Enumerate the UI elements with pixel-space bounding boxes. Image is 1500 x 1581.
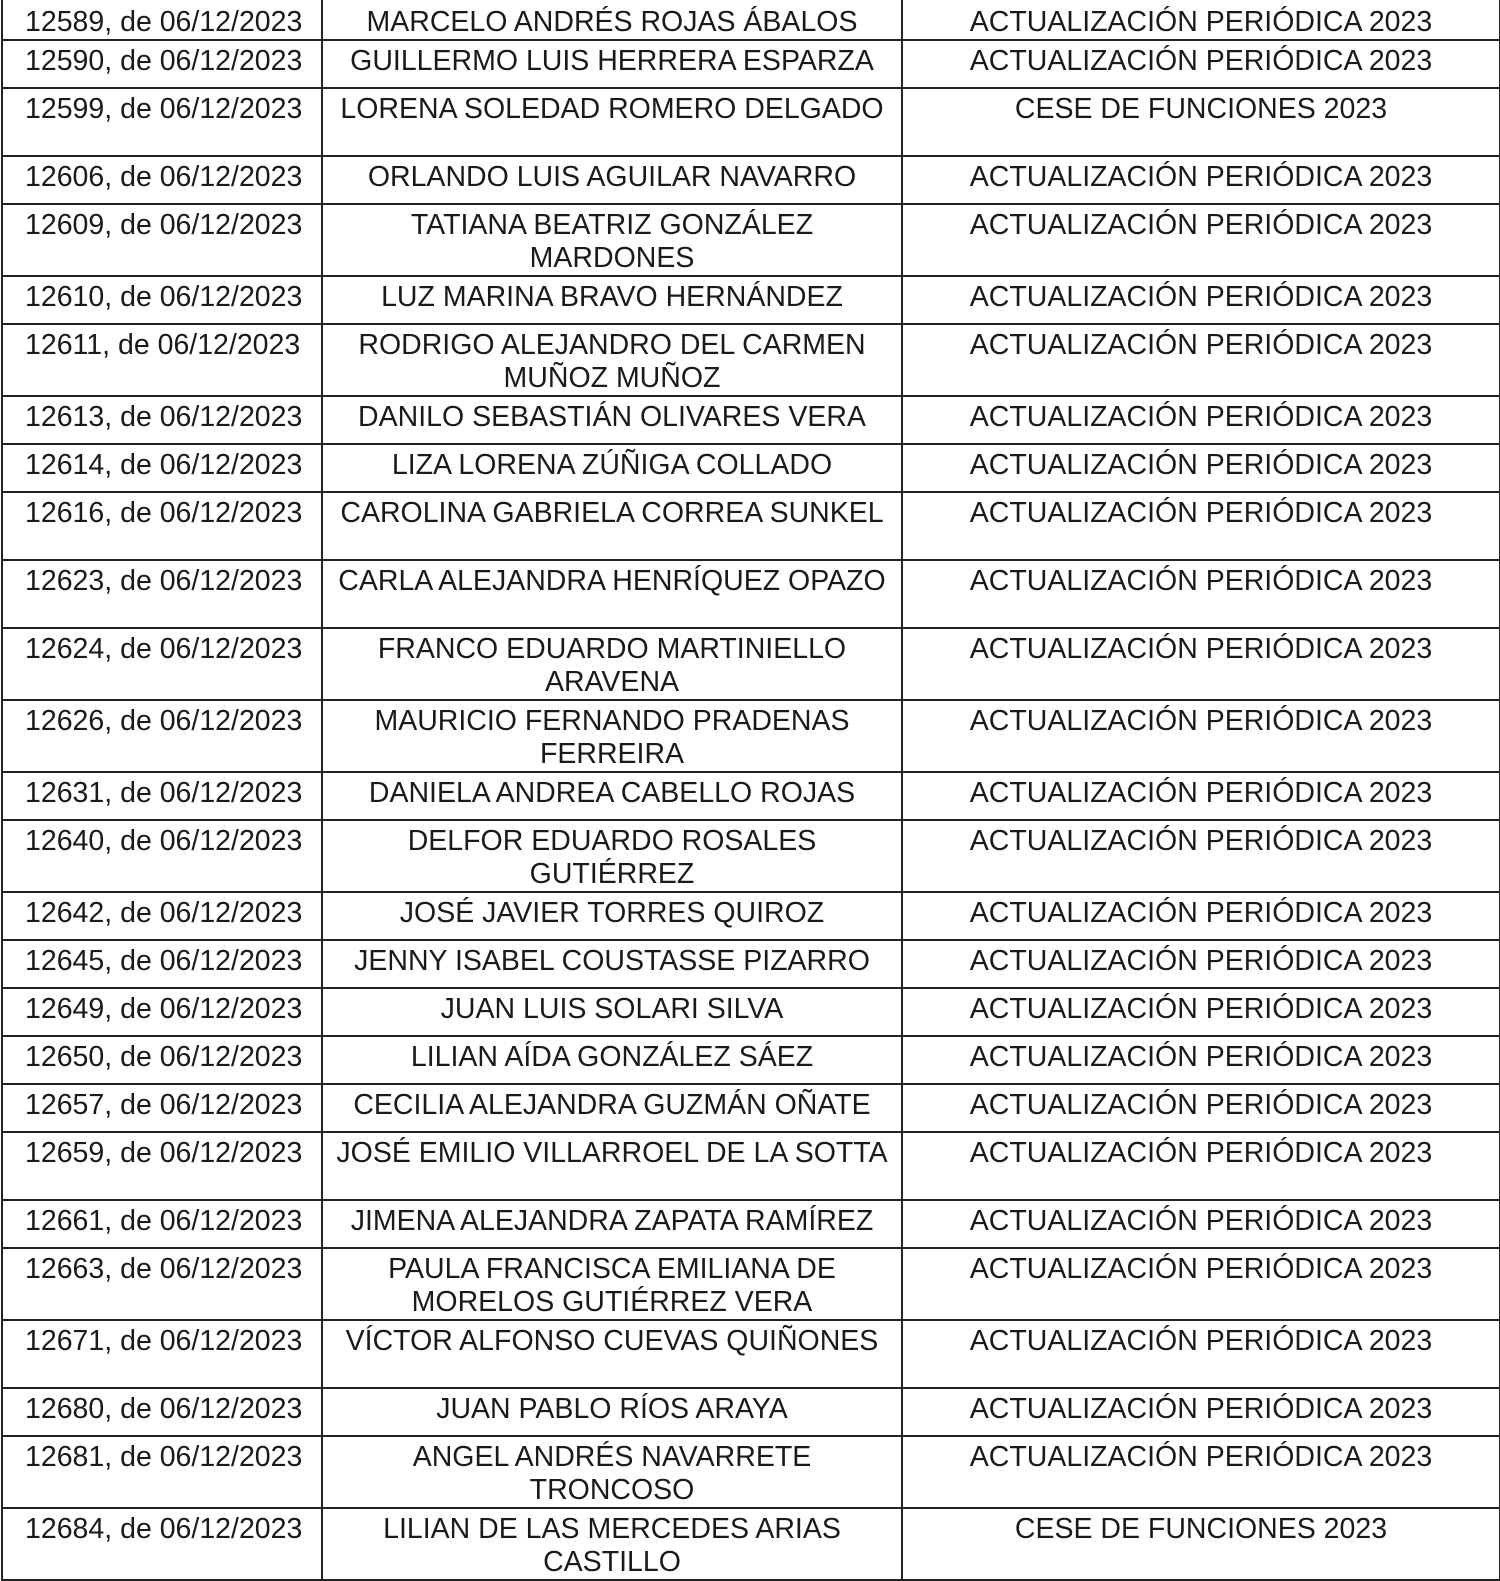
resolutions-table bbox=[1, 0, 1500, 1581]
name-cell: PAULA FRANCISCA EMILIANA DE MORELOS GUTIÉRREZ VERA bbox=[322, 1248, 902, 1320]
name-cell: MAURICIO FERNANDO PRADENAS FERREIRA bbox=[322, 700, 902, 772]
name-cell: LUZ MARINA BRAVO HERNÁNDEZ bbox=[322, 276, 902, 324]
table-row bbox=[2, 700, 1500, 772]
table-row bbox=[2, 396, 1500, 444]
resolution-cell: 12649, de 06/12/2023 bbox=[2, 988, 322, 1036]
motive-cell: ACTUALIZACIÓN PERIÓDICA 2023 bbox=[902, 560, 1500, 628]
motive-cell: ACTUALIZACIÓN PERIÓDICA 2023 bbox=[902, 1388, 1500, 1436]
motive-cell: ACTUALIZACIÓN PERIÓDICA 2023 bbox=[902, 1248, 1500, 1320]
motive-cell: CESE DE FUNCIONES 2023 bbox=[902, 88, 1500, 156]
resolution-cell: 12642, de 06/12/2023 bbox=[2, 892, 322, 940]
resolution-cell: 12624, de 06/12/2023 bbox=[2, 628, 322, 700]
name-cell: JOSÉ JAVIER TORRES QUIROZ bbox=[322, 892, 902, 940]
name-cell: JENNY ISABEL COUSTASSE PIZARRO bbox=[322, 940, 902, 988]
name-cell: JUAN PABLO RÍOS ARAYA bbox=[322, 1388, 902, 1436]
motive-cell: CESE DE FUNCIONES 2023 bbox=[902, 1508, 1500, 1580]
motive-cell: ACTUALIZACIÓN PERIÓDICA 2023 bbox=[902, 492, 1500, 560]
table-row bbox=[2, 1508, 1500, 1580]
name-cell: CECILIA ALEJANDRA GUZMÁN OÑATE bbox=[322, 1084, 902, 1132]
motive-cell: ACTUALIZACIÓN PERIÓDICA 2023 bbox=[902, 1084, 1500, 1132]
resolution-cell: 12614, de 06/12/2023 bbox=[2, 444, 322, 492]
motive-cell: ACTUALIZACIÓN PERIÓDICA 2023 bbox=[902, 940, 1500, 988]
table-row bbox=[2, 1200, 1500, 1248]
table-row bbox=[2, 940, 1500, 988]
table-row bbox=[2, 444, 1500, 492]
motive-cell: ACTUALIZACIÓN PERIÓDICA 2023 bbox=[902, 1436, 1500, 1508]
motive-cell: ACTUALIZACIÓN PERIÓDICA 2023 bbox=[902, 628, 1500, 700]
table-row bbox=[2, 276, 1500, 324]
name-cell: ANGEL ANDRÉS NAVARRETE TRONCOSO bbox=[322, 1436, 902, 1508]
table-row bbox=[2, 1436, 1500, 1508]
resolution-cell: 12623, de 06/12/2023 bbox=[2, 560, 322, 628]
table-row bbox=[2, 1036, 1500, 1084]
name-cell: DANILO SEBASTIÁN OLIVARES VERA bbox=[322, 396, 902, 444]
motive-cell: ACTUALIZACIÓN PERIÓDICA 2023 bbox=[902, 324, 1500, 396]
table-row bbox=[2, 892, 1500, 940]
table-row bbox=[2, 1320, 1500, 1388]
name-cell: LIZA LORENA ZÚÑIGA COLLADO bbox=[322, 444, 902, 492]
resolution-cell: 12680, de 06/12/2023 bbox=[2, 1388, 322, 1436]
resolution-cell: 12640, de 06/12/2023 bbox=[2, 820, 322, 892]
motive-cell: ACTUALIZACIÓN PERIÓDICA 2023 bbox=[902, 40, 1500, 88]
name-cell: LILIAN DE LAS MERCEDES ARIAS CASTILLO bbox=[322, 1508, 902, 1580]
resolution-cell: 12631, de 06/12/2023 bbox=[2, 772, 322, 820]
motive-cell: ACTUALIZACIÓN PERIÓDICA 2023 bbox=[902, 1132, 1500, 1200]
motive-cell: ACTUALIZACIÓN PERIÓDICA 2023 bbox=[902, 444, 1500, 492]
motive-cell: ACTUALIZACIÓN PERIÓDICA 2023 bbox=[902, 276, 1500, 324]
table-row bbox=[2, 1132, 1500, 1200]
name-cell: GUILLERMO LUIS HERRERA ESPARZA bbox=[322, 40, 902, 88]
table-row bbox=[2, 88, 1500, 156]
name-cell: DANIELA ANDREA CABELLO ROJAS bbox=[322, 772, 902, 820]
table-row bbox=[2, 628, 1500, 700]
resolution-cell: 12661, de 06/12/2023 bbox=[2, 1200, 322, 1248]
name-cell: RODRIGO ALEJANDRO DEL CARMEN MUÑOZ MUÑOZ bbox=[322, 324, 902, 396]
resolution-cell: 12611, de 06/12/2023 bbox=[2, 324, 322, 396]
name-cell: LILIAN AÍDA GONZÁLEZ SÁEZ bbox=[322, 1036, 902, 1084]
table-row bbox=[2, 324, 1500, 396]
table-row bbox=[2, 772, 1500, 820]
resolution-cell: 12659, de 06/12/2023 bbox=[2, 1132, 322, 1200]
name-cell: MARCELO ANDRÉS ROJAS ÁBALOS bbox=[322, 0, 902, 40]
name-cell: DELFOR EDUARDO ROSALES GUTIÉRREZ bbox=[322, 820, 902, 892]
motive-cell: ACTUALIZACIÓN PERIÓDICA 2023 bbox=[902, 700, 1500, 772]
name-cell: CAROLINA GABRIELA CORREA SUNKEL bbox=[322, 492, 902, 560]
name-cell: VÍCTOR ALFONSO CUEVAS QUIÑONES bbox=[322, 1320, 902, 1388]
motive-cell: ACTUALIZACIÓN PERIÓDICA 2023 bbox=[902, 892, 1500, 940]
resolution-cell: 12657, de 06/12/2023 bbox=[2, 1084, 322, 1132]
name-cell: JOSÉ EMILIO VILLARROEL DE LA SOTTA bbox=[322, 1132, 902, 1200]
name-cell: CARLA ALEJANDRA HENRÍQUEZ OPAZO bbox=[322, 560, 902, 628]
resolution-cell: 12609, de 06/12/2023 bbox=[2, 204, 322, 276]
table-row bbox=[2, 1248, 1500, 1320]
resolution-cell: 12610, de 06/12/2023 bbox=[2, 276, 322, 324]
resolution-cell: 12684, de 06/12/2023 bbox=[2, 1508, 322, 1580]
resolution-cell: 12590, de 06/12/2023 bbox=[2, 40, 322, 88]
name-cell: TATIANA BEATRIZ GONZÁLEZ MARDONES bbox=[322, 204, 902, 276]
motive-cell: ACTUALIZACIÓN PERIÓDICA 2023 bbox=[902, 820, 1500, 892]
table-row bbox=[2, 1388, 1500, 1436]
motive-cell: ACTUALIZACIÓN PERIÓDICA 2023 bbox=[902, 0, 1500, 40]
resolution-cell: 12599, de 06/12/2023 bbox=[2, 88, 322, 156]
name-cell: FRANCO EDUARDO MARTINIELLO ARAVENA bbox=[322, 628, 902, 700]
table-row bbox=[2, 0, 1500, 40]
resolution-cell: 12626, de 06/12/2023 bbox=[2, 700, 322, 772]
resolution-cell: 12650, de 06/12/2023 bbox=[2, 1036, 322, 1084]
resolution-cell: 12645, de 06/12/2023 bbox=[2, 940, 322, 988]
motive-cell: ACTUALIZACIÓN PERIÓDICA 2023 bbox=[902, 1200, 1500, 1248]
table-row bbox=[2, 560, 1500, 628]
resolution-cell: 12606, de 06/12/2023 bbox=[2, 156, 322, 204]
resolution-cell: 12663, de 06/12/2023 bbox=[2, 1248, 322, 1320]
table-row bbox=[2, 820, 1500, 892]
table-row bbox=[2, 204, 1500, 276]
name-cell: LORENA SOLEDAD ROMERO DELGADO bbox=[322, 88, 902, 156]
resolution-cell: 12671, de 06/12/2023 bbox=[2, 1320, 322, 1388]
resolution-cell: 12589, de 06/12/2023 bbox=[2, 0, 322, 40]
table-row bbox=[2, 156, 1500, 204]
motive-cell: ACTUALIZACIÓN PERIÓDICA 2023 bbox=[902, 772, 1500, 820]
resolutions-table-body bbox=[2, 0, 1500, 1580]
table-row bbox=[2, 988, 1500, 1036]
table-row bbox=[2, 492, 1500, 560]
resolution-cell: 12613, de 06/12/2023 bbox=[2, 396, 322, 444]
motive-cell: ACTUALIZACIÓN PERIÓDICA 2023 bbox=[902, 988, 1500, 1036]
name-cell: JIMENA ALEJANDRA ZAPATA RAMÍREZ bbox=[322, 1200, 902, 1248]
name-cell: ORLANDO LUIS AGUILAR NAVARRO bbox=[322, 156, 902, 204]
table-row bbox=[2, 40, 1500, 88]
motive-cell: ACTUALIZACIÓN PERIÓDICA 2023 bbox=[902, 396, 1500, 444]
resolution-cell: 12616, de 06/12/2023 bbox=[2, 492, 322, 560]
motive-cell: ACTUALIZACIÓN PERIÓDICA 2023 bbox=[902, 1320, 1500, 1388]
resolution-cell: 12681, de 06/12/2023 bbox=[2, 1436, 322, 1508]
name-cell: JUAN LUIS SOLARI SILVA bbox=[322, 988, 902, 1036]
motive-cell: ACTUALIZACIÓN PERIÓDICA 2023 bbox=[902, 1036, 1500, 1084]
motive-cell: ACTUALIZACIÓN PERIÓDICA 2023 bbox=[902, 204, 1500, 276]
motive-cell: ACTUALIZACIÓN PERIÓDICA 2023 bbox=[902, 156, 1500, 204]
table-row bbox=[2, 1084, 1500, 1132]
